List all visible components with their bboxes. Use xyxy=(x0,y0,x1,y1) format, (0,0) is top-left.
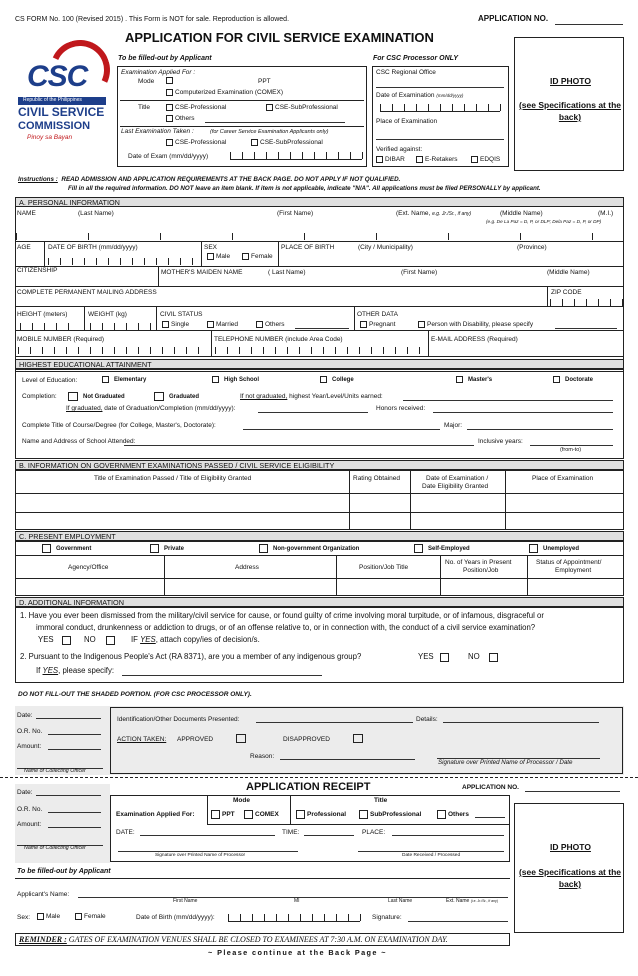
receipt-exam-for-label: Examination Applied For: xyxy=(116,811,195,818)
verify-edqis-option[interactable] xyxy=(471,156,500,163)
name-field[interactable] xyxy=(16,233,623,240)
ident-docs-label: Identification/Other Documents Presented: xyxy=(117,716,240,723)
elementary-label: Elementary xyxy=(114,377,147,384)
reason-label: Reason: xyxy=(250,753,275,760)
question-1-line-a: 1. Have you ever been dismissed from the military/civil service for cause, or found guilty of crime involving moral turpitude, or of infamous, disgraceful or xyxy=(20,611,544,620)
receipt-id-photo-spec: (see Specifications at the back) xyxy=(518,867,622,889)
disapproved-checkbox[interactable] xyxy=(353,734,365,743)
pwd-option[interactable] xyxy=(418,321,533,328)
receipt-date-received-line[interactable] xyxy=(358,851,504,852)
section-d-header: D. ADDITIONAL INFORMATION xyxy=(15,597,624,607)
last-cse-sub-option[interactable] xyxy=(251,139,323,146)
section-a-header: A. PERSONAL INFORMATION xyxy=(15,197,624,207)
pob-province-label: (Province) xyxy=(517,244,547,251)
civil-married-option[interactable] xyxy=(207,321,238,328)
completion-not-graduated[interactable] xyxy=(68,392,125,401)
last-exam-note: (for Career Service Examination Applicants only) xyxy=(210,129,329,135)
receipt-date-received-label: Date Received / Processed xyxy=(402,853,461,858)
approved-checkbox[interactable] xyxy=(236,734,248,743)
emp-col-agency: Agency/Office xyxy=(68,564,109,571)
details-line[interactable] xyxy=(443,722,599,723)
disapproved-label: DISAPPROVED xyxy=(283,736,330,743)
section-c-header: C. PRESENT EMPLOYMENT xyxy=(15,531,624,541)
q2-no-label: NO xyxy=(468,652,480,661)
receipt-signature-line[interactable] xyxy=(408,921,508,922)
application-no-label: APPLICATION NO. xyxy=(478,14,549,23)
height-field[interactable] xyxy=(20,323,80,330)
receipt-date2-line[interactable] xyxy=(36,795,101,796)
sex-male-option[interactable] xyxy=(207,253,230,260)
maiden-last-label: ( Last Name) xyxy=(268,269,306,276)
form-number: CS FORM No. 100 (Revised 2015) . This Form is NOT for sale. Reproduction is allowed. xyxy=(15,16,290,23)
receipt-dob-field[interactable] xyxy=(228,914,361,921)
dob-field[interactable] xyxy=(48,258,198,265)
last-cse-pro-label: CSE-Professional xyxy=(175,139,227,147)
receipt-collecting-officer: Name of Collecting Officer xyxy=(24,845,86,851)
q1-no-checkbox[interactable] xyxy=(106,636,117,645)
unemployed-label: Unemployed xyxy=(543,546,580,553)
proc-date-label: Date: xyxy=(17,712,33,719)
receipt-processor-sig-label: Signature over Printed Name of Processor xyxy=(155,853,246,858)
q2-if-yes-text xyxy=(36,667,114,676)
graduated-label: Graduated xyxy=(169,394,200,401)
emp-ngo-option[interactable] xyxy=(259,544,359,553)
emp-col-years-a: No. of Years in Present xyxy=(445,559,512,566)
receipt-professional-label: Professional xyxy=(307,811,347,819)
logo-commission: COMMISSION xyxy=(18,120,91,132)
shaded-portion-note: DO NOT FILL-OUT THE SHADED PORTION. (FOR CSC PROCESSOR ONLY). xyxy=(18,691,252,698)
ngo-label: Non-government Organization xyxy=(273,546,360,553)
doctorate-label: Doctorate xyxy=(565,377,594,384)
proc-or-line[interactable] xyxy=(48,734,101,735)
receipt-male-option[interactable] xyxy=(37,913,60,920)
receipt-date-label: DATE: xyxy=(116,829,135,836)
pob-label: PLACE OF BIRTH xyxy=(281,244,335,251)
weight-field[interactable] xyxy=(90,323,152,330)
honors-line[interactable] xyxy=(433,412,613,413)
receipt-subprof-option[interactable] xyxy=(359,810,421,819)
mi-label: (M.I.) xyxy=(598,210,614,217)
receipt-place-line[interactable] xyxy=(392,835,504,836)
completion-graduated[interactable] xyxy=(154,392,199,401)
zip-field[interactable] xyxy=(550,299,623,306)
comex-label: Computerized Examination (COMEX) xyxy=(175,89,284,97)
female-label: Female xyxy=(251,253,273,261)
exam-date-text: Date of Examination xyxy=(376,92,435,99)
ext-name-example: e.g. Jr./Sr., if any) xyxy=(432,211,472,217)
eretakers-label: E-Retakers xyxy=(425,156,458,164)
receipt-ext-name-example: (i.e. Jr./Sr., if any) xyxy=(470,899,498,903)
eligibility-col-rating: Rating Obtained xyxy=(353,475,400,482)
receipt-sex-label: Sex: xyxy=(17,914,31,921)
receipt-comex-option[interactable] xyxy=(244,810,279,819)
emp-government-option[interactable] xyxy=(42,544,91,553)
receipt-filled-by-applicant: To be filled-out by Applicant xyxy=(17,868,111,875)
q2-no-checkbox[interactable] xyxy=(489,653,500,662)
receipt-title: APPLICATION RECEIPT xyxy=(246,781,371,793)
major-label: Major: xyxy=(444,422,463,429)
emp-col-address: Address xyxy=(235,564,259,571)
citizenship-label: CITIZENSHIP xyxy=(17,267,58,274)
receipt-id-photo-label: ID PHOTO xyxy=(550,842,591,852)
q1-yes-checkbox[interactable] xyxy=(62,636,73,645)
major-line[interactable] xyxy=(467,429,613,430)
civil-others-line[interactable] xyxy=(295,328,349,329)
ext-name-text: (Ext. Name, xyxy=(396,210,431,217)
mode-ppt-option[interactable] xyxy=(166,77,175,84)
middle-initial-note: (e.g. De La Paz = D, P, or DLP; Dela Paz = D, P, or DP) xyxy=(486,219,602,224)
if-not-graduated-rest: highest Year/Level/Units earned: xyxy=(287,393,383,400)
civil-single-option[interactable] xyxy=(162,321,189,328)
exam-date-format: (mm/dd/yyyy) xyxy=(436,93,464,98)
verified-label: Verified against: xyxy=(376,146,423,153)
civil-others-label: Others xyxy=(265,321,285,329)
government-label: Government xyxy=(56,546,92,553)
cse-sub-label: CSE-SubProfessional xyxy=(275,104,338,112)
receipt-female-option[interactable] xyxy=(75,913,106,920)
if-graduated: If graduated, xyxy=(66,405,103,412)
receipt-last-name-label: Last Name xyxy=(388,898,413,904)
q1-attach: , attach copy/ies of decision/s. xyxy=(155,635,260,644)
page-title: APPLICATION FOR CIVIL SERVICE EXAMINATION xyxy=(125,30,434,45)
receipt-mode-label: Mode xyxy=(233,797,250,804)
course-line[interactable] xyxy=(243,429,440,430)
section-b-header: B. INFORMATION ON GOVERNMENT EXAMINATIONS PASSED / CIVIL SERVICE ELIGIBILITY xyxy=(15,460,624,470)
private-label: Private xyxy=(164,546,185,553)
csc-logo-text: CSC xyxy=(27,60,88,93)
question-2: 2. Pursuant to the Indigenous People's Act (RA 8371), are you a member of any indigenous group? xyxy=(20,652,362,661)
processor-signature-label: Signature over Printed Name of Processor / Date xyxy=(438,759,573,766)
q1-no-label: NO xyxy=(84,635,96,644)
masters-label: Master's xyxy=(468,377,493,384)
verify-dibar-option[interactable] xyxy=(376,156,405,163)
applicant-box-heading: To be filled-out by Applicant xyxy=(118,55,212,62)
telephone-label: TELEPHONE NUMBER (include Area Code) xyxy=(214,336,343,343)
graduation-date-line[interactable] xyxy=(258,412,368,413)
pregnant-option[interactable] xyxy=(360,321,395,328)
maiden-name-label: MOTHER'S MAIDEN NAME xyxy=(161,269,243,276)
receipt-others-line[interactable] xyxy=(475,817,505,818)
other-data-label: OTHER DATA xyxy=(357,311,398,318)
from-to-label: (from-to) xyxy=(560,447,582,453)
emp-unemployed-option[interactable] xyxy=(529,544,579,553)
dob-label: DATE OF BIRTH (mm/dd/yyyy) xyxy=(48,244,138,251)
receipt-date2-label: Date: xyxy=(17,789,33,796)
ext-name-label xyxy=(396,210,471,218)
receipt-ext-name xyxy=(446,899,498,905)
emp-self-option[interactable] xyxy=(414,544,470,553)
cut-line xyxy=(0,777,638,778)
pwd-line[interactable] xyxy=(555,328,617,329)
receipt-professional-option[interactable] xyxy=(296,810,346,819)
married-label: Married xyxy=(216,321,239,329)
instructions xyxy=(18,177,400,184)
weight-label: WEIGHT (kg) xyxy=(88,311,127,318)
q2-if: If xyxy=(36,666,41,675)
instructions-line2: Fill in all the required information. DO NOT leave an item blank. If item is not applicable, indicate "N/A". All applications must be filed PERSONALLY by applicant. xyxy=(68,185,541,192)
receipt-applicant-name-line[interactable] xyxy=(78,897,508,898)
units-earned-line[interactable] xyxy=(403,400,613,401)
reminder xyxy=(19,936,448,945)
edqis-label: EDQIS xyxy=(480,156,501,164)
receipt-or2-line[interactable] xyxy=(48,812,101,813)
self-employed-label: Self-Employed xyxy=(428,546,470,553)
receipt-time-label: TIME: xyxy=(282,829,300,836)
not-grad-label: Not Graduated xyxy=(83,394,125,401)
receipt-amount2-label: Amount: xyxy=(17,821,42,828)
instructions-label: Instructions : xyxy=(18,176,58,183)
receipt-comex-label: COMEX xyxy=(255,811,279,819)
proc-amount-line[interactable] xyxy=(48,749,101,750)
receipt-signature-label: Signature: xyxy=(372,914,402,921)
eligibility-col-date-b: Date Eligibility Granted xyxy=(422,483,489,490)
pob-city-label: (City / Municipality) xyxy=(358,244,413,251)
dibar-label: DIBAR xyxy=(385,156,405,164)
receipt-or2-label: O.R. No. xyxy=(17,806,43,813)
level-college[interactable] xyxy=(320,376,354,384)
reminder-label: REMINDER : xyxy=(19,935,67,944)
mode-label: Mode xyxy=(138,78,155,85)
inclusive-years-label: Inclusive years: xyxy=(478,438,523,445)
email-label: E-MAIL ADDRESS (Required) xyxy=(431,336,518,343)
course-label: Complete Title of Course/Degree (for College, Master's, Doctorate): xyxy=(22,422,216,429)
level-elementary[interactable] xyxy=(102,376,146,384)
if-not-graduated: If not graduated, xyxy=(240,393,288,400)
ppt-label: PPT xyxy=(258,78,271,85)
first-name-label: (First Name) xyxy=(277,210,314,217)
level-highschool[interactable] xyxy=(212,376,259,384)
q2-specify: , please specify: xyxy=(58,666,115,675)
verify-eretakers-option[interactable] xyxy=(416,156,458,163)
emp-col-status-a: Status of Appointment/ xyxy=(536,559,602,566)
id-photo-label: ID PHOTO xyxy=(550,76,591,86)
sex-label: SEX xyxy=(204,244,218,251)
address-label: COMPLETE PERMANENT MAILING ADDRESS xyxy=(17,289,157,296)
logo-civil: CIVIL SERVICE xyxy=(18,105,105,119)
male-label: Male xyxy=(216,253,231,261)
education-level-label: Level of Education: xyxy=(22,377,78,384)
exam-place-label: Place of Examination xyxy=(376,118,438,125)
processor-box-heading: For CSC Processor ONLY xyxy=(373,55,459,62)
inclusive-years-line[interactable] xyxy=(530,445,613,446)
mobile-label: MOBILE NUMBER (Required) xyxy=(17,336,105,343)
last-exam-date-label: Date of Exam (mm/dd/yyyy) xyxy=(128,153,209,160)
civil-status-label: CIVIL STATUS xyxy=(160,311,203,318)
emp-col-years-b: Position/Job xyxy=(463,567,499,574)
last-cse-pro-option[interactable] xyxy=(166,139,226,146)
title-others-option[interactable] xyxy=(166,115,195,122)
completion-label: Completion: xyxy=(22,393,57,400)
if-graduated-text xyxy=(66,405,235,412)
regional-office-line[interactable] xyxy=(376,87,504,88)
receipt-amount2-line[interactable] xyxy=(48,827,101,828)
q2-yes-label: YES xyxy=(418,652,434,661)
proc-collecting-officer: Name of Collecting Officer xyxy=(24,768,86,774)
proc-or-label: O.R. No. xyxy=(17,728,43,735)
emp-col-status-b: Employment xyxy=(555,567,592,574)
receipt-place-label: PLACE: xyxy=(362,829,386,836)
reason-line[interactable] xyxy=(280,759,415,760)
receipt-applicant-name-label: Applicant's Name: xyxy=(17,891,70,898)
proc-date-line[interactable] xyxy=(36,718,101,719)
regional-office-label: CSC Regional Office xyxy=(376,69,436,76)
others-label: Others xyxy=(175,115,195,123)
receipt-female-label: Female xyxy=(84,913,106,921)
exam-date-label xyxy=(376,92,463,99)
pwd-label: Person with Disability, please specify xyxy=(427,321,534,329)
receipt-ppt-option[interactable] xyxy=(211,810,235,819)
middle-name-label: (Middle Name) xyxy=(500,210,543,217)
cse-pro-label: CSE-Professional xyxy=(175,104,227,112)
q1-if-yes-text xyxy=(131,636,260,645)
telephone-field[interactable] xyxy=(215,347,425,354)
q1-yes-label: YES xyxy=(38,635,54,644)
sex-female-option[interactable] xyxy=(242,253,273,260)
logo-republic: Republic of the Philippines xyxy=(23,97,82,103)
last-name-label: (Last Name) xyxy=(78,210,114,217)
age-label: AGE xyxy=(17,244,31,251)
receipt-dob-label: Date of Birth (mm/dd/yyyy): xyxy=(136,914,215,921)
height-label: HEIGHT (meters) xyxy=(17,311,68,318)
college-label: College xyxy=(332,377,354,384)
school-line[interactable] xyxy=(124,445,474,446)
single-label: Single xyxy=(171,321,190,329)
honors-label: Honors received: xyxy=(376,405,426,412)
receipt-first-name-label: First Name xyxy=(173,898,198,904)
level-masters[interactable] xyxy=(456,376,492,384)
highschool-label: High School xyxy=(224,377,259,384)
eligibility-col-place: Place of Examination xyxy=(532,475,594,482)
receipt-others-option[interactable] xyxy=(437,810,469,819)
exam-place-line[interactable] xyxy=(376,139,504,140)
receipt-processor-sig-line[interactable] xyxy=(118,851,298,852)
proc-amount-label: Amount: xyxy=(17,743,42,750)
receipt-app-no-line[interactable] xyxy=(525,791,620,792)
ident-docs-line[interactable] xyxy=(256,722,413,723)
others-specify-line[interactable] xyxy=(205,122,345,123)
receipt-male-label: Male xyxy=(46,913,61,921)
last-exam-date-field[interactable] xyxy=(230,152,363,159)
application-no-line[interactable] xyxy=(555,24,623,25)
receipt-subprof-label: SubProfessional xyxy=(370,811,422,819)
receipt-date-line[interactable] xyxy=(140,835,275,836)
question-1-line-b: immoral conduct, drunkenness or addiction to drugs, or of an offense relative to, or in connection with, the conduct of a civil service examination? xyxy=(36,623,536,632)
eligibility-col-date-a: Date of Examination / xyxy=(426,475,489,482)
emp-private-option[interactable] xyxy=(150,544,184,553)
zip-label: ZIP CODE xyxy=(551,289,582,296)
receipt-title-label: Title xyxy=(374,797,388,804)
receipt-ppt-label: PPT xyxy=(222,811,235,819)
civil-others-option[interactable] xyxy=(256,321,285,328)
q2-yes-underlined: YES xyxy=(42,666,59,675)
q1-yes-underlined: YES xyxy=(140,635,156,644)
title-cse-sub-option[interactable] xyxy=(266,104,338,111)
q2-specify-line[interactable] xyxy=(122,675,322,676)
receipt-mi-label: MI xyxy=(294,898,300,904)
receipt-others-label: Others xyxy=(448,811,469,819)
education-header: HIGHEST EDUCATIONAL ATTAINMENT xyxy=(15,359,624,369)
maiden-middle-label: (Middle Name) xyxy=(547,269,590,276)
details-label: Details: xyxy=(416,716,438,723)
last-exam-label: Last Examination Taken : xyxy=(121,128,194,135)
maiden-first-label: (First Name) xyxy=(401,269,438,276)
pregnant-label: Pregnant xyxy=(369,321,396,329)
title-cse-pro-option[interactable] xyxy=(166,104,226,111)
if-graduated-rest: date of Graduation/Completion (mm/dd/yyyy): xyxy=(102,405,236,412)
mobile-field[interactable] xyxy=(18,347,210,354)
logo-tagline: Pinoy sa Bayan xyxy=(27,134,73,141)
title-label: Title xyxy=(138,104,151,111)
level-doctorate[interactable] xyxy=(553,376,593,384)
reminder-text: GATES OF EXAMINATION VENUES SHALL BE CLOSED TO EXAMINEES AT 7:30 A.M. ON EXAMINATION DAY. xyxy=(66,935,448,944)
csc-logo xyxy=(15,40,110,162)
if-not-graduated-text xyxy=(240,393,383,400)
receipt-ext-name-label: Ext. Name xyxy=(446,898,470,904)
approved-label: APPROVED xyxy=(177,736,214,743)
receipt-app-no-label: APPLICATION NO. xyxy=(462,784,519,791)
instructions-line1: READ ADMISSION AND APPLICATION REQUIREMENTS AT THE BACK PAGE. DO NOT APPLY IF NOT QUALIFIED. xyxy=(61,176,401,183)
action-taken-label: ACTION TAKEN: xyxy=(117,736,167,743)
q1-if: IF xyxy=(131,635,138,644)
id-photo-spec: (see Specifications at the back) xyxy=(518,100,622,122)
last-cse-sub-label: CSE-SubProfessional xyxy=(260,139,323,147)
q2-yes-checkbox[interactable] xyxy=(440,653,451,662)
name-label: NAME xyxy=(17,210,36,217)
eligibility-col-title: Title of Examination Passed / Title of Eligibility Granted xyxy=(94,475,252,482)
continue-note: ~ Please continue at the Back Page ~ xyxy=(208,948,387,957)
exam-date-field[interactable] xyxy=(380,104,501,111)
emp-col-position: Position/Job Title xyxy=(359,564,409,571)
exam-applied-label: Examination Applied For : xyxy=(121,69,196,76)
school-label: Name and Address of School Attended: xyxy=(22,438,136,445)
mode-comex-option[interactable] xyxy=(166,89,283,96)
receipt-time-line[interactable] xyxy=(304,835,354,836)
